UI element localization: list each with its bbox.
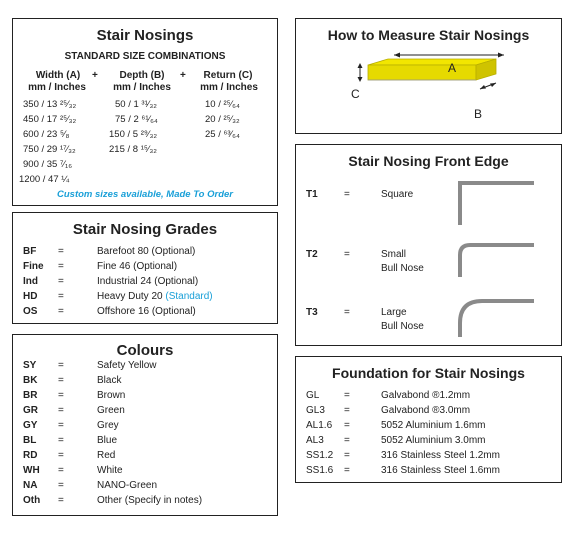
colour-desc: Black xyxy=(97,375,122,386)
foundation-desc: Galvabond ®3.0mm xyxy=(381,405,471,416)
colour-code: RD xyxy=(23,450,38,461)
edge-desc: Bull Nose xyxy=(381,263,424,274)
equals-sign: = xyxy=(58,276,64,287)
width-value: 900 / 35 ⁷⁄₁₆ xyxy=(23,159,73,170)
colour-desc: Green xyxy=(97,405,125,416)
return-value: 25 / ⁶³⁄₆₄ xyxy=(205,129,240,140)
grade-desc: Fine 46 (Optional) xyxy=(97,261,178,272)
return-value: 20 / ²⁵⁄₃₂ xyxy=(205,114,240,125)
equals-sign: = xyxy=(58,465,64,476)
equals-sign: = xyxy=(344,405,350,416)
foundation-code: AL1.6 xyxy=(306,420,333,431)
equals-sign: = xyxy=(58,375,64,386)
colour-desc: Safety Yellow xyxy=(97,360,157,371)
equals-sign: = xyxy=(58,390,64,401)
equals-sign: = xyxy=(58,246,64,257)
equals-sign: = xyxy=(344,450,350,461)
equals-sign: = xyxy=(58,261,64,272)
foundation-code: GL xyxy=(306,390,320,401)
standard-tag: (Standard) xyxy=(165,291,213,302)
colours-title: Colours xyxy=(116,342,174,359)
equals-sign: = xyxy=(58,495,64,506)
depth-value: 50 / 1 ³¹⁄₃₂ xyxy=(115,99,157,110)
edge-code: T1 xyxy=(306,189,318,200)
colours-panel xyxy=(12,334,278,516)
grade-code: OS xyxy=(23,306,38,317)
foundation-desc: 316 Stainless Steel 1.2mm xyxy=(381,450,500,461)
foundation-desc: 5052 Aluminium 3.0mm xyxy=(381,435,486,446)
nosing-top-face xyxy=(368,59,496,65)
grade-code: HD xyxy=(23,291,38,302)
foundation-code: GL3 xyxy=(306,405,325,416)
plus-sign: + xyxy=(180,70,186,81)
equals-sign: = xyxy=(344,249,350,260)
grade-desc-line xyxy=(97,291,213,302)
grade-code: Fine xyxy=(23,261,44,272)
colour-desc: Grey xyxy=(97,420,119,431)
depth-value: 75 / 2 ⁶¹⁄₆₄ xyxy=(115,114,158,125)
grade-desc: Industrial 24 (Optional) xyxy=(97,276,199,287)
measure-panel xyxy=(295,18,562,134)
edge-desc: Large xyxy=(381,307,407,318)
colour-code: GY xyxy=(23,420,38,431)
width-value: 450 / 17 ²⁵⁄₃₂ xyxy=(23,114,77,125)
colour-code: WH xyxy=(23,465,40,476)
colour-desc: Other (Specify in notes) xyxy=(97,495,203,506)
equals-sign: = xyxy=(344,420,350,431)
width-value: 600 / 23 ⁵⁄₈ xyxy=(23,129,70,140)
foundation-code: SS1.6 xyxy=(306,465,334,476)
colour-desc: NANO-Green xyxy=(97,480,158,491)
foundation-code: AL3 xyxy=(306,435,324,446)
equals-sign: = xyxy=(344,189,350,200)
dimension-b-label: B xyxy=(474,107,483,121)
colour-code: BR xyxy=(23,390,38,401)
grade-code: BF xyxy=(23,246,37,257)
front-edge-panel xyxy=(295,144,562,346)
large-bull-nose-icon xyxy=(458,297,538,341)
width-value: 1200 / 47 ¼ xyxy=(19,174,70,185)
front-edge-title: Stair Nosing Front Edge xyxy=(348,153,509,169)
colour-code: NA xyxy=(23,480,38,491)
grades-panel xyxy=(12,212,278,324)
small-bull-nose-icon xyxy=(458,241,538,281)
depth-value: 150 / 5 ²⁹⁄₃₂ xyxy=(109,129,158,140)
edge-desc: Bull Nose xyxy=(381,321,424,332)
width-value: 350 / 13 ²⁵⁄₃₂ xyxy=(23,99,77,110)
return-value: 10 / ²⁵⁄₆₄ xyxy=(205,99,240,110)
equals-sign: = xyxy=(344,390,350,401)
nosing-front-face xyxy=(368,65,476,80)
equals-sign: = xyxy=(58,360,64,371)
grade-desc: Offshore 16 (Optional) xyxy=(97,306,196,317)
sizes-title: Stair Nosings xyxy=(96,27,194,44)
foundation-title: Foundation for Stair Nosings xyxy=(332,365,525,381)
equals-sign: = xyxy=(58,480,64,491)
grade-desc: Heavy Duty 20 xyxy=(97,291,163,302)
depth-col-label: Depth (B) xyxy=(119,70,165,81)
foundation-desc: Galvabond ®1.2mm xyxy=(381,390,471,401)
return-col-unit: mm / Inches xyxy=(200,82,258,93)
foundation-desc: 316 Stainless Steel 1.6mm xyxy=(381,465,500,476)
foundation-panel xyxy=(295,356,562,483)
sizes-subtitle: STANDARD SIZE COMBINATIONS xyxy=(64,51,226,62)
measure-title: How to Measure Stair Nosings xyxy=(327,27,530,43)
equals-sign: = xyxy=(58,291,64,302)
grade-desc: Barefoot 80 (Optional) xyxy=(97,246,196,257)
colour-code: Oth xyxy=(23,495,41,506)
edge-code: T2 xyxy=(306,249,318,260)
colour-code: GR xyxy=(23,405,38,416)
edge-desc: Small xyxy=(381,249,407,260)
width-col-unit: mm / Inches xyxy=(28,82,86,93)
grade-code: Ind xyxy=(23,276,38,287)
edge-code: T3 xyxy=(306,307,318,318)
colour-desc: Blue xyxy=(97,435,118,446)
equals-sign: = xyxy=(344,465,350,476)
dimension-c-label: C xyxy=(351,87,360,101)
foundation-desc: 5052 Aluminium 1.6mm xyxy=(381,420,486,431)
equals-sign: = xyxy=(344,307,350,318)
colour-code: SY xyxy=(23,360,37,371)
equals-sign: = xyxy=(344,435,350,446)
equals-sign: = xyxy=(58,435,64,446)
custom-sizes-note: Custom sizes available, Made To Order xyxy=(57,189,233,200)
depth-value: 215 / 8 ¹⁵⁄₃₂ xyxy=(109,144,157,155)
dimension-a-label: A xyxy=(448,61,457,75)
square-edge-icon xyxy=(458,179,538,229)
edge-desc: Square xyxy=(381,189,414,200)
equals-sign: = xyxy=(58,420,64,431)
equals-sign: = xyxy=(58,405,64,416)
stair-nosing-diagram xyxy=(296,41,561,131)
equals-sign: = xyxy=(58,306,64,317)
colour-code: BK xyxy=(23,375,38,386)
plus-sign: + xyxy=(92,70,98,81)
sizes-panel xyxy=(12,18,278,206)
colour-desc: Brown xyxy=(97,390,126,401)
colour-code: BL xyxy=(23,435,37,446)
foundation-code: SS1.2 xyxy=(306,450,334,461)
width-col-label: Width (A) xyxy=(35,70,81,81)
depth-col-unit: mm / Inches xyxy=(113,82,171,93)
grades-title: Stair Nosing Grades xyxy=(72,221,218,238)
colour-desc: Red xyxy=(97,450,116,461)
colour-desc: White xyxy=(97,465,123,476)
equals-sign: = xyxy=(58,450,64,461)
return-col-label: Return (C) xyxy=(203,70,253,81)
width-value: 750 / 29 ¹⁷⁄₃₂ xyxy=(23,144,76,155)
